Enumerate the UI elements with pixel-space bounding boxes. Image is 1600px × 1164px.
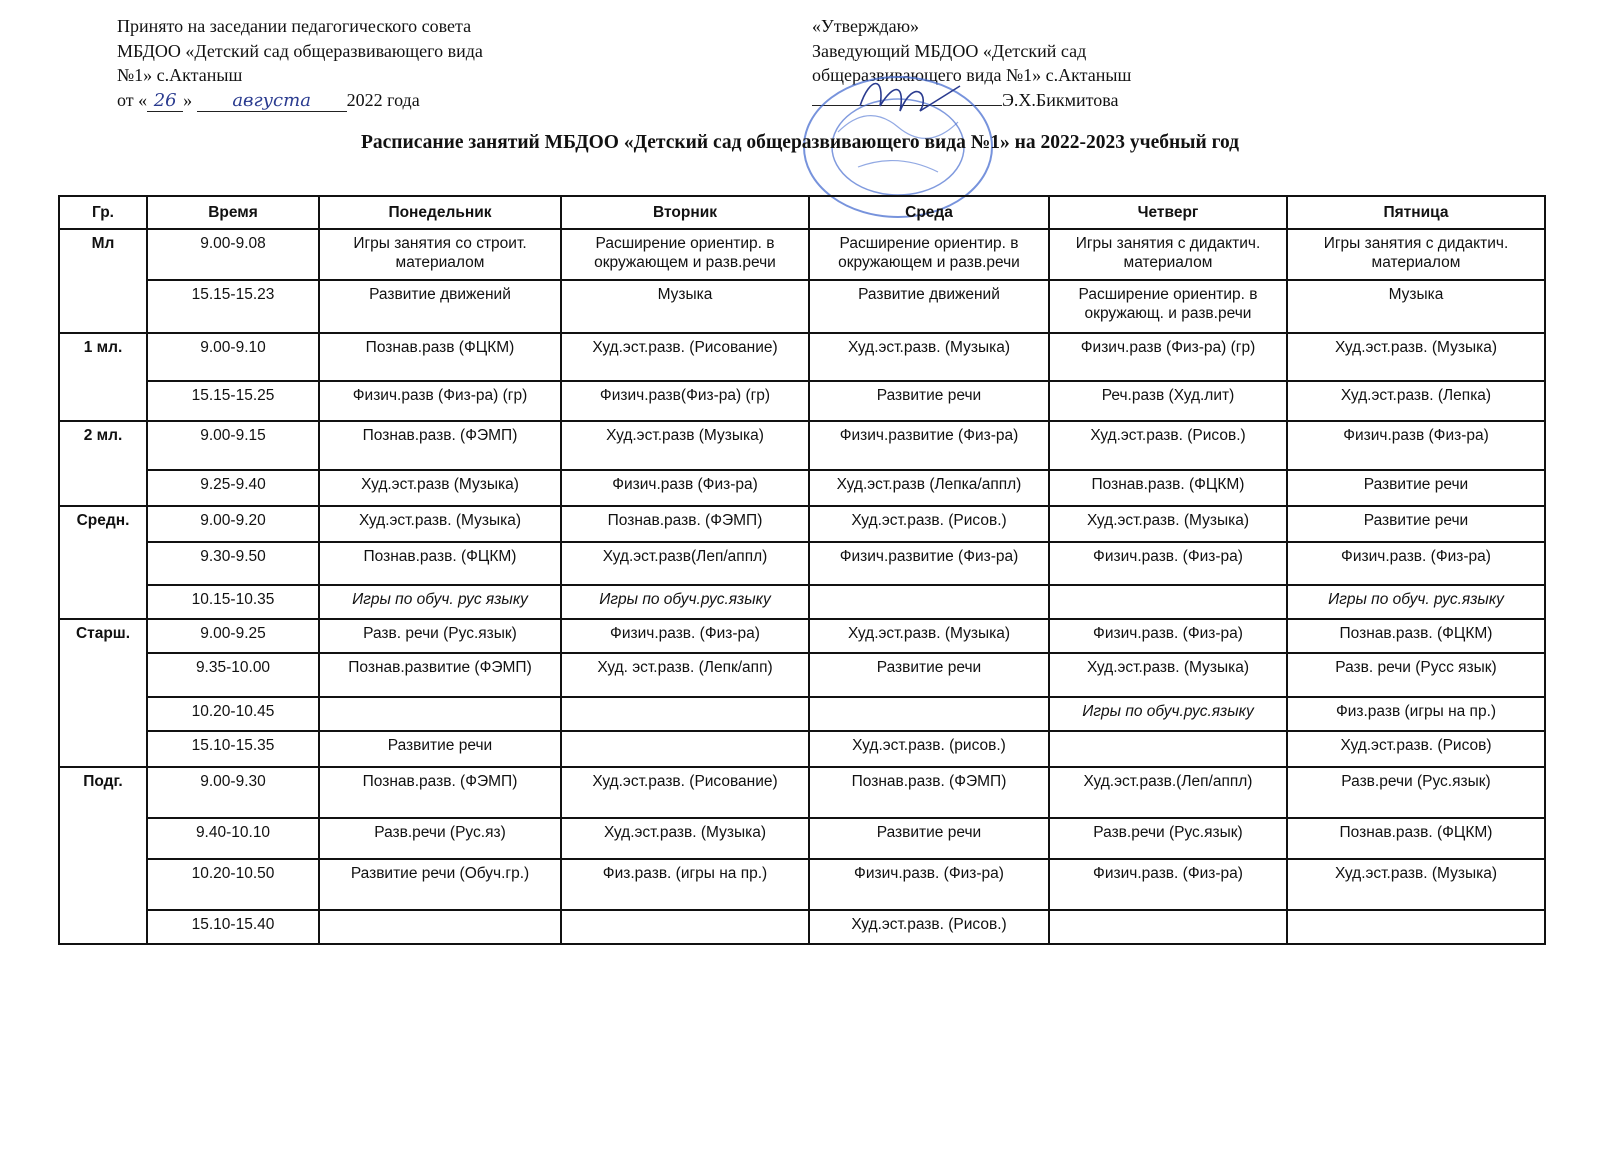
approve-line-2: Заведующий МБДОО «Детский сад	[812, 40, 1087, 61]
council-line-3: №1» с.Актаныш	[117, 65, 243, 85]
approve-line-3: общеразвивающего вида №1» с.Актаныш	[812, 65, 1132, 85]
table-row	[59, 506, 1545, 542]
lesson-cell: Музыка	[561, 280, 809, 333]
lesson-cell: Физич.разв (Физ-ра)	[561, 470, 809, 506]
lesson-cell	[809, 697, 1049, 731]
lesson-cell	[319, 697, 561, 731]
lesson-cell: Физич.разв (Физ-ра)	[1287, 421, 1545, 470]
lesson-cell: Физич.разв. (Физ-ра)	[1049, 542, 1287, 584]
lesson-cell: Расширение ориентир. в окружающ. и разв.речи	[1049, 280, 1287, 333]
date-suffix: 2022 года	[346, 89, 420, 110]
table-row	[59, 697, 1545, 731]
lesson-cell: Физич.разв. (Физ-ра)	[561, 619, 809, 653]
time-cell: 9.40-10.10	[147, 818, 319, 858]
signer-name: Э.Х.Бикмитова	[1002, 89, 1119, 110]
lesson-cell: Разв. речи (Русс язык)	[1287, 653, 1545, 698]
time-cell: 9.00-9.15	[147, 421, 319, 470]
time-cell: 9.25-9.40	[147, 470, 319, 506]
group-cell: Средн.	[59, 506, 147, 619]
time-cell: 9.00-9.25	[147, 619, 319, 653]
lesson-cell	[319, 910, 561, 944]
lesson-cell: Худ.эст.разв. (Рисов.)	[1049, 421, 1287, 470]
lesson-cell: Худ.эст.разв.(Леп/аппл)	[1049, 767, 1287, 818]
lesson-cell: Физич.разв (Физ-ра) (гр)	[1049, 333, 1287, 381]
table-row	[59, 859, 1545, 910]
group-cell: Мл	[59, 229, 147, 333]
lesson-cell: Физич.разв(Физ-ра) (гр)	[561, 381, 809, 421]
lesson-cell: Познав.разв. (ФЭМП)	[319, 767, 561, 818]
time-cell: 9.35-10.00	[147, 653, 319, 698]
lesson-cell: Разв.речи (Рус.язык)	[1049, 818, 1287, 858]
approve-line-1: «Утверждаю»	[812, 16, 920, 36]
table-row	[59, 653, 1545, 698]
lesson-cell: Познав.разв. (ФЭМП)	[561, 506, 809, 542]
table-row	[59, 731, 1545, 767]
table-row	[59, 542, 1545, 584]
table-row	[59, 280, 1545, 333]
signature-line	[812, 89, 1002, 106]
time-cell: 15.10-15.35	[147, 731, 319, 767]
lesson-cell: Развитие речи	[809, 653, 1049, 698]
time-cell: 15.15-15.25	[147, 381, 319, 421]
table-row	[59, 229, 1545, 280]
lesson-cell	[1287, 910, 1545, 944]
time-cell: 9.00-9.20	[147, 506, 319, 542]
time-cell: 15.15-15.23	[147, 280, 319, 333]
group-cell: 1 мл.	[59, 333, 147, 421]
lesson-cell: Худ.эст.разв. (Музыка)	[1049, 653, 1287, 698]
time-cell: 10.20-10.50	[147, 859, 319, 910]
lesson-cell: Расширение ориентир. в окружающем и разв.речи	[561, 229, 809, 280]
lesson-cell: Познав.разв. (ФЦКМ)	[1287, 619, 1545, 653]
lesson-cell: Развитие речи	[809, 381, 1049, 421]
lesson-cell: Развитие движений	[809, 280, 1049, 333]
date-month-handwritten: августа	[197, 91, 347, 112]
lesson-cell: Физич.развитие (Физ-ра)	[809, 542, 1049, 584]
council-date	[117, 88, 587, 113]
page-title: Расписание занятий МБДОО «Детский сад общеразвивающего вида №1» на 2022-2023 учебный год	[360, 132, 1240, 153]
table-row	[59, 333, 1545, 381]
lesson-cell: Познав.разв. (ФЭМП)	[319, 421, 561, 470]
council-line-2: МБДОО «Детский сад общеразвивающего вида	[117, 40, 483, 61]
lesson-cell: Физич.разв. (Физ-ра)	[1287, 542, 1545, 584]
table-row	[59, 767, 1545, 818]
lesson-cell: Разв.речи (Рус.яз)	[319, 818, 561, 858]
lesson-cell: Игры по обуч. рус языку	[319, 585, 561, 619]
lesson-cell	[561, 697, 809, 731]
lesson-cell: Худ.эст.разв (Музыка)	[319, 470, 561, 506]
lesson-cell: Худ.эст.разв. (Музыка)	[1049, 506, 1287, 542]
lesson-cell: Развитие речи (Обуч.гр.)	[319, 859, 561, 910]
lesson-cell: Развитие речи	[1287, 506, 1545, 542]
table-row	[59, 381, 1545, 421]
lesson-cell: Худ.эст.разв. (Музыка)	[809, 333, 1049, 381]
lesson-cell: Игры занятия с дидактич. материалом	[1049, 229, 1287, 280]
lesson-cell: Игры по обуч.рус.языку	[561, 585, 809, 619]
lesson-cell: Худ.эст.разв (Музыка)	[561, 421, 809, 470]
lesson-cell	[1049, 731, 1287, 767]
header-row	[59, 196, 1545, 229]
col-header-monday: Понедельник	[319, 196, 561, 229]
lesson-cell: Развитие речи	[1287, 470, 1545, 506]
time-cell: 15.10-15.40	[147, 910, 319, 944]
lesson-cell: Развитие речи	[809, 818, 1049, 858]
time-cell: 9.00-9.10	[147, 333, 319, 381]
lesson-cell: Худ.эст.разв. (Музыка)	[809, 619, 1049, 653]
lesson-cell: Разв.речи (Рус.язык)	[1287, 767, 1545, 818]
lesson-cell: Худ. эст.разв. (Лепк/апп)	[561, 653, 809, 698]
lesson-cell: Худ.эст.разв. (Лепка)	[1287, 381, 1545, 421]
col-header-tuesday: Вторник	[561, 196, 809, 229]
lesson-cell: Физич.развитие (Физ-ра)	[809, 421, 1049, 470]
lesson-cell: Игры занятия с дидактич. материалом	[1287, 229, 1545, 280]
lesson-cell: Реч.разв (Худ.лит)	[1049, 381, 1287, 421]
lesson-cell	[809, 585, 1049, 619]
lesson-cell: Физич.разв. (Физ-ра)	[1049, 859, 1287, 910]
lesson-cell: Игры занятия со строит. материалом	[319, 229, 561, 280]
lesson-cell: Физ.разв (игры на пр.)	[1287, 697, 1545, 731]
time-cell: 9.30-9.50	[147, 542, 319, 584]
lesson-cell: Худ.эст.разв. (Музыка)	[319, 506, 561, 542]
lesson-cell: Развитие движений	[319, 280, 561, 333]
lesson-cell	[561, 910, 809, 944]
lesson-cell: Физ.разв. (игры на пр.)	[561, 859, 809, 910]
col-header-wednesday: Среда	[809, 196, 1049, 229]
date-prefix: от «	[117, 89, 148, 110]
table-row	[59, 910, 1545, 944]
schedule-table	[58, 195, 1546, 945]
lesson-cell: Худ.эст.разв. (Музыка)	[1287, 859, 1545, 910]
date-mid: »	[183, 89, 193, 110]
col-header-thursday: Четверг	[1049, 196, 1287, 229]
lesson-cell	[1049, 910, 1287, 944]
lesson-cell	[1049, 585, 1287, 619]
approve-signer-line	[812, 88, 1272, 113]
lesson-cell	[561, 731, 809, 767]
lesson-cell: Худ.эст.разв(Леп/аппл)	[561, 542, 809, 584]
header-left	[117, 14, 587, 112]
lesson-cell: Худ.эст.разв. (Рисование)	[561, 767, 809, 818]
lesson-cell: Худ.эст.разв. (Рисование)	[561, 333, 809, 381]
time-cell: 10.20-10.45	[147, 697, 319, 731]
lesson-cell: Развитие речи	[319, 731, 561, 767]
col-header-time: Время	[147, 196, 319, 229]
lesson-cell: Разв. речи (Рус.язык)	[319, 619, 561, 653]
time-cell: 9.00-9.30	[147, 767, 319, 818]
lesson-cell: Худ.эст.разв. (Музыка)	[561, 818, 809, 858]
table-row	[59, 470, 1545, 506]
group-cell: Подг.	[59, 767, 147, 944]
lesson-cell: Игры по обуч. рус.языку	[1287, 585, 1545, 619]
lesson-cell: Познав.разв. (ФЦКМ)	[1287, 818, 1545, 858]
lesson-cell: Худ.эст.разв. (Рисов.)	[809, 910, 1049, 944]
council-line-1: Принято на заседании педагогического совета	[117, 16, 472, 36]
date-day-handwritten: 26	[147, 91, 183, 112]
lesson-cell: Познав.разв. (ФЦКМ)	[319, 542, 561, 584]
group-cell: 2 мл.	[59, 421, 147, 506]
lesson-cell: Физич.разв (Физ-ра) (гр)	[319, 381, 561, 421]
lesson-cell: Худ.эст.разв (Лепка/аппл)	[809, 470, 1049, 506]
table-row	[59, 421, 1545, 470]
table-row	[59, 818, 1545, 858]
lesson-cell: Познав.развитие (ФЭМП)	[319, 653, 561, 698]
lesson-cell: Расширение ориентир. в окружающем и разв.речи	[809, 229, 1049, 280]
lesson-cell: Худ.эст.разв. (рисов.)	[809, 731, 1049, 767]
lesson-cell: Худ.эст.разв. (Рисов)	[1287, 731, 1545, 767]
group-cell: Старш.	[59, 619, 147, 768]
time-cell: 9.00-9.08	[147, 229, 319, 280]
lesson-cell: Игры по обуч.рус.языку	[1049, 697, 1287, 731]
time-cell: 10.15-10.35	[147, 585, 319, 619]
lesson-cell: Познав.разв. (ФЭМП)	[809, 767, 1049, 818]
header-right	[812, 14, 1272, 112]
table-row	[59, 619, 1545, 653]
col-header-friday: Пятница	[1287, 196, 1545, 229]
lesson-cell: Худ.эст.разв. (Музыка)	[1287, 333, 1545, 381]
col-header-group: Гр.	[59, 196, 147, 229]
lesson-cell: Физич.разв. (Физ-ра)	[809, 859, 1049, 910]
lesson-cell: Музыка	[1287, 280, 1545, 333]
lesson-cell: Познав.разв. (ФЦКМ)	[1049, 470, 1287, 506]
lesson-cell: Познав.разв (ФЦКМ)	[319, 333, 561, 381]
table-row	[59, 585, 1545, 619]
lesson-cell: Физич.разв. (Физ-ра)	[1049, 619, 1287, 653]
lesson-cell: Худ.эст.разв. (Рисов.)	[809, 506, 1049, 542]
